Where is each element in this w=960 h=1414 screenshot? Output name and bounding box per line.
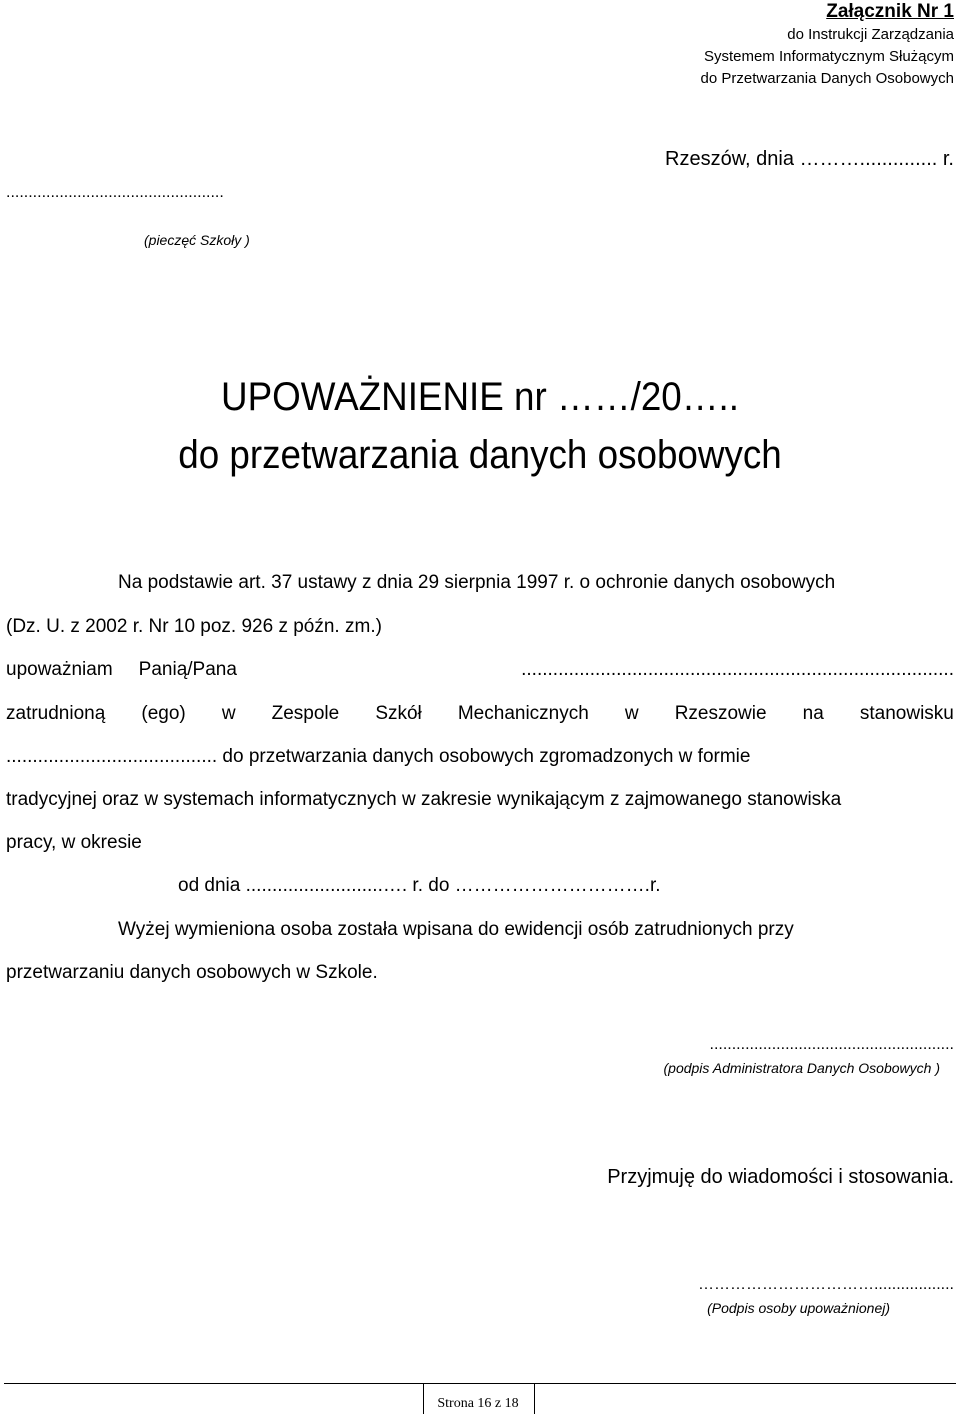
- school-stamp-label: (pieczęć Szkoły ): [144, 232, 250, 248]
- page-number: Strona 16 z 18: [437, 1396, 519, 1411]
- person-signature-placeholder: ……………………………..................: [697, 1276, 954, 1293]
- registry-line-2: przetwarzaniu danych osobowych w Szkole.: [6, 962, 378, 983]
- attachment-subtitle-line-1: do Instrukcji Zarządzania: [787, 26, 954, 43]
- employment-word: zatrudnioną: [6, 703, 106, 724]
- attachment-subtitle-line-3: do Przetwarzania Danych Osobowych: [700, 70, 954, 87]
- date-range-line: od dnia ..........................…. r. do ………………………….r.: [178, 875, 661, 896]
- authorize-line: [6, 657, 237, 683]
- legal-basis-line-2: (Dz. U. z 2002 r. Nr 10 poz. 926 z późn. zm.): [6, 616, 382, 637]
- scope-line: tradycyjnej oraz w systemach informatycznych w zakresie wynikającym z zajmowanego stanowiska: [6, 789, 842, 810]
- authorize-person: Panią/Pana: [138, 659, 237, 680]
- school-stamp-placeholder: .................................................: [6, 184, 224, 201]
- employment-word: Zespole: [271, 703, 340, 724]
- authorize-word: upoważniam: [6, 659, 113, 680]
- employment-word: Szkół: [375, 703, 422, 724]
- document-title: UPOWAŻNIENIE nr ……/20…..: [220, 375, 739, 419]
- employment-word: Mechanicznych: [457, 703, 589, 724]
- legal-basis-line-1: Na podstawie art. 37 ustawy z dnia 29 sierpnia 1997 r. o ochronie danych osobowych: [118, 572, 836, 593]
- attachment-subtitle-line-2: Systemem Informatycznym Służącym: [703, 48, 954, 65]
- employment-word: Rzeszowie: [674, 703, 767, 724]
- position-line: ........................................ do przetwarzania danych osobowych zgromadzonych w formie: [6, 746, 751, 767]
- admin-signature-placeholder: .......................................................: [709, 1036, 954, 1053]
- person-signature-label: (Podpis osoby upoważnionej): [707, 1300, 890, 1316]
- period-line: pracy, w okresie: [6, 832, 142, 853]
- employment-line: [6, 701, 954, 727]
- employment-word: stanowisku: [859, 703, 954, 724]
- acknowledgement-text: Przyjmuję do wiadomości i stosowania.: [607, 1166, 954, 1188]
- registry-line-1: Wyżej wymieniona osoba została wpisana do ewidencji osób zatrudnionych przy: [118, 919, 794, 940]
- employment-word: (ego): [141, 703, 186, 724]
- employment-word: na: [802, 703, 824, 724]
- employment-word: w: [221, 703, 236, 724]
- document-subtitle: do przetwarzania danych osobowych: [178, 433, 782, 477]
- employment-word: w: [624, 703, 639, 724]
- place-date-field: Rzeszów, dnia ……….............. r.: [665, 148, 954, 170]
- attachment-title: Załącznik Nr 1: [826, 1, 954, 22]
- admin-signature-label: (podpis Administratora Danych Osobowych ): [663, 1060, 940, 1076]
- authorize-name-placeholder: ..................................................................................: [521, 659, 954, 680]
